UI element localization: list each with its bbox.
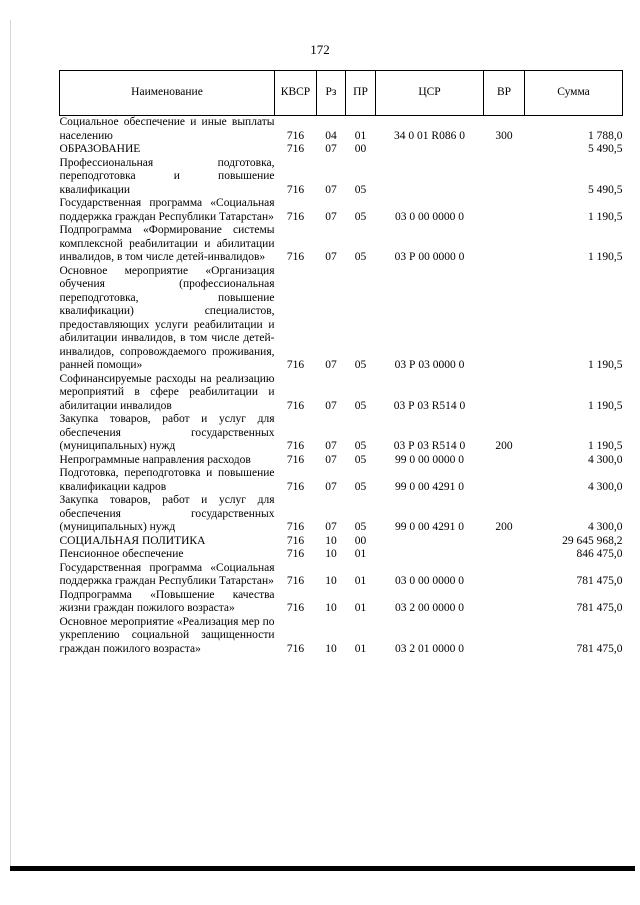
header-pr: ПР (346, 71, 376, 116)
cell-name: Подпрограмма «Повышение качества жизни граждан пожилого возраста» (59, 588, 275, 614)
cell-vr (484, 467, 525, 494)
cell-name: Основное мероприятие «Реализация мер по укреплению социальной защищенности граждан пожилого возраста» (59, 615, 275, 655)
cell-pr: 05 (354, 359, 367, 371)
cell-vr (484, 265, 525, 373)
scan-bottom-border (10, 866, 635, 871)
cell-vr (484, 373, 525, 414)
budget-table (59, 70, 623, 656)
cell-name: Государственная программа «Социальная поддержка граждан Республики Татарстан» (59, 561, 275, 587)
header-csr: ЦСР (376, 71, 484, 116)
cell-rz: 10 (325, 548, 337, 560)
cell-pr: 05 (354, 183, 367, 196)
table-row (60, 373, 623, 414)
cell-kvsr: 716 (286, 602, 305, 614)
cell-kvsr: 716 (286, 251, 305, 263)
header-vr: ВР (484, 71, 525, 116)
cell-sum: 4 300,0 (588, 480, 623, 493)
header-name: Наименование (60, 71, 275, 116)
cell-sum: 4 300,0 (588, 521, 623, 533)
cell-name: Подготовка, переподготовка и повышение квалификации кадров (59, 467, 275, 493)
cell-rz: 07 (325, 480, 337, 493)
cell-name: СОЦИАЛЬНАЯ ПОЛИТИКА (59, 534, 206, 547)
cell-rz: 07 (325, 453, 337, 466)
cell-sum: 1 788,0 (588, 129, 623, 142)
cell-sum: 5 490,5 (588, 183, 623, 196)
cell-sum: 1 190,5 (588, 251, 623, 263)
cell-name: Непрограммные направления расходов (59, 453, 251, 466)
table-body (60, 116, 623, 657)
table-row (60, 265, 623, 373)
table-row (60, 224, 623, 265)
table-row (60, 548, 623, 562)
cell-csr: 03 0 00 0000 0 (395, 210, 464, 223)
cell-vr (484, 548, 525, 562)
header-kvsr: КВСР (275, 71, 317, 116)
cell-rz: 10 (325, 575, 337, 587)
cell-csr (376, 143, 484, 157)
cell-name: Социальное обеспечение и иные выплаты населению (59, 116, 275, 142)
cell-kvsr: 716 (286, 359, 305, 371)
cell-pr: 01 (354, 602, 367, 614)
table-row (60, 197, 623, 224)
cell-sum: 29 645 968,2 (562, 534, 623, 547)
cell-rz: 07 (325, 251, 337, 263)
cell-csr: 03 Р 03 R514 0 (393, 399, 466, 412)
cell-rz: 04 (325, 129, 337, 142)
cell-vr: 200 (495, 440, 513, 452)
cell-kvsr: 716 (286, 642, 305, 655)
cell-vr (484, 562, 525, 589)
cell-rz: 07 (325, 440, 337, 452)
cell-rz: 07 (325, 210, 337, 223)
cell-vr: 300 (495, 129, 513, 142)
cell-pr: 05 (354, 521, 367, 533)
cell-rz: 07 (325, 359, 337, 371)
table-row (60, 616, 623, 657)
cell-pr: 05 (354, 399, 367, 412)
cell-rz: 07 (325, 143, 337, 155)
cell-csr: 03 Р 03 R514 0 (393, 440, 466, 452)
cell-name: Закупка товаров, работ и услуг для обеспечения государственных (муниципальных) нужд (59, 413, 275, 452)
cell-pr: 05 (354, 440, 367, 452)
cell-kvsr: 716 (286, 453, 305, 466)
cell-pr: 05 (354, 453, 367, 466)
cell-csr: 03 2 00 0000 0 (395, 602, 464, 614)
header-sum: Сумма (525, 71, 623, 116)
cell-kvsr: 716 (286, 183, 305, 196)
cell-name: Закупка товаров, работ и услуг для обеспечения государственных (муниципальных) нужд (59, 494, 275, 533)
cell-sum: 1 190,5 (588, 359, 623, 371)
cell-kvsr: 716 (286, 210, 305, 223)
cell-vr (484, 197, 525, 224)
cell-kvsr: 716 (286, 521, 305, 533)
table-row (60, 535, 623, 549)
cell-csr (376, 535, 484, 549)
cell-rz: 07 (325, 399, 337, 412)
header-rz: Рз (317, 71, 346, 116)
table-header-row (60, 71, 623, 116)
cell-pr: 05 (354, 251, 367, 263)
cell-rz: 10 (325, 602, 337, 614)
cell-name: ОБРАЗОВАНИЕ (59, 143, 141, 155)
cell-sum: 4 300,0 (588, 453, 623, 466)
cell-pr: 00 (354, 534, 367, 547)
cell-name: Основное мероприятие «Организация обучения (профессиональная переподготовка, повышение квалификации) специалистов, предоставляющих услуги реабилитации и абилитации инвалидов, в том числе детей-инвалидов, сопровождаемого проживания, ранней помощи» (59, 264, 275, 371)
cell-rz: 10 (325, 642, 337, 655)
table-row (60, 116, 623, 144)
cell-csr: 99 0 00 0000 0 (395, 453, 464, 466)
cell-csr: 03 2 01 0000 0 (395, 642, 464, 655)
cell-sum: 1 190,5 (588, 210, 623, 223)
cell-csr: 03 0 00 0000 0 (395, 575, 464, 587)
cell-sum: 5 490,5 (588, 143, 623, 155)
cell-kvsr: 716 (286, 399, 305, 412)
cell-csr: 99 0 00 4291 0 (395, 521, 464, 533)
cell-csr: 34 0 01 R086 0 (394, 129, 465, 142)
table-row (60, 467, 623, 494)
cell-sum: 1 190,5 (588, 399, 623, 412)
cell-pr: 01 (354, 129, 367, 142)
cell-sum: 846 475,0 (576, 548, 623, 560)
cell-vr (484, 589, 525, 616)
cell-rz: 10 (325, 534, 337, 547)
table-row (60, 589, 623, 616)
cell-sum: 781 475,0 (576, 602, 623, 614)
cell-kvsr: 716 (286, 534, 305, 547)
cell-vr (484, 454, 525, 468)
cell-vr (484, 224, 525, 265)
cell-name: Государственная программа «Социальная поддержка граждан Республики Татарстан» (59, 197, 275, 223)
cell-vr (484, 157, 525, 198)
cell-vr (484, 616, 525, 657)
cell-csr: 03 Р 03 0000 0 (394, 359, 465, 371)
cell-sum: 781 475,0 (576, 575, 623, 587)
cell-sum: 781 475,0 (576, 642, 623, 655)
cell-csr: 99 0 00 4291 0 (395, 480, 464, 493)
table-row (60, 494, 623, 535)
cell-vr (484, 143, 525, 157)
cell-kvsr: 716 (286, 575, 305, 587)
cell-vr: 200 (495, 521, 513, 533)
cell-pr: 01 (354, 575, 367, 587)
scan-edge-line (10, 20, 11, 866)
page-number: 172 (310, 42, 330, 57)
cell-name: Пенсионное обеспечение (59, 548, 184, 560)
cell-vr (484, 535, 525, 549)
cell-csr: 03 Р 00 0000 0 (394, 251, 465, 263)
cell-rz: 07 (325, 521, 337, 533)
table-row (60, 157, 623, 198)
cell-rz: 07 (325, 183, 337, 196)
cell-pr: 05 (354, 480, 367, 493)
cell-pr: 00 (354, 143, 367, 155)
cell-pr: 01 (354, 548, 367, 560)
cell-csr (376, 157, 484, 198)
cell-pr: 01 (354, 642, 367, 655)
cell-pr: 05 (354, 210, 367, 223)
cell-kvsr: 716 (286, 480, 305, 493)
table-row (60, 562, 623, 589)
cell-kvsr: 716 (286, 548, 305, 560)
cell-name: Подпрограмма «Формирование системы комплексной реабилитации и абилитации инвалидов, в том числе детей-инвалидов» (59, 224, 275, 263)
table-row (60, 413, 623, 454)
cell-kvsr: 716 (286, 129, 305, 142)
cell-name: Софинансируемые расходы на реализацию мероприятий в сфере реабилитации и абилитации инвалидов (59, 372, 275, 412)
cell-sum: 1 190,5 (588, 440, 623, 452)
cell-name: Профессиональная подготовка, переподготовка и повышение квалификации (59, 156, 275, 196)
table-row (60, 454, 623, 468)
cell-csr (376, 548, 484, 562)
table-row (60, 143, 623, 157)
cell-kvsr: 716 (286, 143, 305, 155)
cell-kvsr: 716 (286, 440, 305, 452)
